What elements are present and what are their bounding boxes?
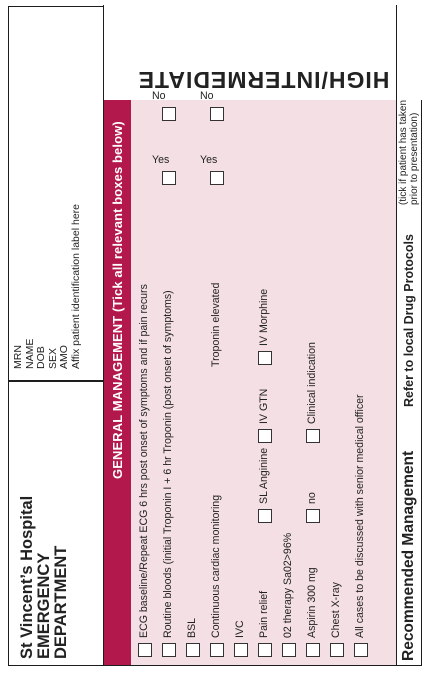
troponin-yes-label: Yes (200, 154, 218, 166)
iv-morphine-checkbox[interactable] (258, 351, 272, 365)
tick-note-line: (tick if patient has taken (398, 99, 409, 205)
bsl-checkbox[interactable] (186, 643, 200, 657)
aspirin-checkbox[interactable] (306, 643, 320, 657)
bloods-label: Routine bloods (initial Troponin I + 6 hr Troponin (post onset of symptoms) (162, 290, 174, 638)
cardiac-checkbox[interactable] (210, 643, 224, 657)
hospital-line: St Vincent’s Hospital (18, 495, 36, 659)
patient-field-mrn: MRN (12, 345, 24, 369)
form-footer (396, 5, 423, 665)
sl-anginine-checkbox[interactable] (258, 509, 272, 523)
o2-therapy-label: 02 therapy Sa02>96% (282, 532, 294, 638)
section-title: GENERAL MANAGEMENT (Tick all relevant boxes below) (110, 121, 125, 479)
iv-gtn-checkbox[interactable] (258, 429, 272, 443)
bloods-yes-checkbox[interactable] (162, 171, 176, 185)
patient-label-area (13, 204, 83, 369)
patient-field-dob: DOB (35, 346, 48, 369)
pain-relief-checkbox[interactable] (258, 643, 272, 657)
bloods-yes-label: Yes (152, 154, 170, 166)
bsl-label: BSL (186, 617, 198, 638)
ivc-label: IVC (234, 620, 246, 638)
troponin-yes-checkbox[interactable] (210, 171, 224, 185)
patient-field-amo: AMO (58, 345, 71, 369)
tick-note-line: prior to presentation) (409, 112, 420, 205)
drug-protocols-label: Refer to local Drug Protocols (402, 234, 416, 407)
troponin-no-checkbox[interactable] (210, 107, 224, 121)
form-frame (8, 6, 422, 666)
aspirin-no-checkbox[interactable] (306, 509, 320, 523)
aspirin-label: Aspirin 300 mg (306, 567, 318, 638)
ecg-checkbox[interactable] (138, 643, 152, 657)
chest-xray-checkbox[interactable] (330, 643, 344, 657)
form-header (9, 5, 104, 665)
cardiac-label: Continuous cardiac monitoring (210, 494, 222, 638)
clinical-indication-label: Clinical indication (306, 342, 318, 424)
patient-field-sex: SEX (46, 347, 59, 369)
patient-label-instruction: Affix patient identification label here (69, 204, 82, 369)
hospital-name (19, 496, 70, 659)
header-divider (9, 380, 104, 382)
risk-level-title: HIGH/INTERMEDIATE (137, 67, 390, 93)
discuss-label: All cases to be discussed with senior medical officer (354, 394, 366, 638)
tick-note (398, 100, 420, 205)
chest-xray-label: Chest X-ray (330, 582, 342, 638)
recommended-management-label: Recommended Management (400, 450, 417, 661)
iv-gtn-label: IV GTN (258, 388, 270, 424)
hospital-line: DEPARTMENT (52, 545, 70, 659)
bloods-no-label: No (152, 90, 166, 102)
ivc-checkbox[interactable] (234, 643, 248, 657)
ecg-label: ECG baseline/Repeat ECG 6 hrs post onset of symptoms and if pain recurs (138, 284, 150, 638)
patient-field-name: NAME (23, 338, 36, 369)
o2-therapy-checkbox[interactable] (282, 643, 296, 657)
pain-relief-label: Pain relief (258, 590, 270, 638)
bloods-checkbox[interactable] (162, 643, 176, 657)
discuss-checkbox[interactable] (354, 643, 368, 657)
aspirin-no-label: no (306, 492, 318, 504)
iv-morphine-label: IV Morphine (258, 288, 270, 346)
hospital-line: EMERGENCY (35, 552, 53, 659)
sl-anginine-label: SL Anginine (258, 447, 270, 504)
bloods-no-checkbox[interactable] (162, 107, 176, 121)
section-band (104, 5, 131, 665)
troponin-label: Troponin elevated (210, 282, 222, 367)
clinical-indication-checkbox[interactable] (306, 429, 320, 443)
troponin-no-label: No (200, 90, 214, 102)
